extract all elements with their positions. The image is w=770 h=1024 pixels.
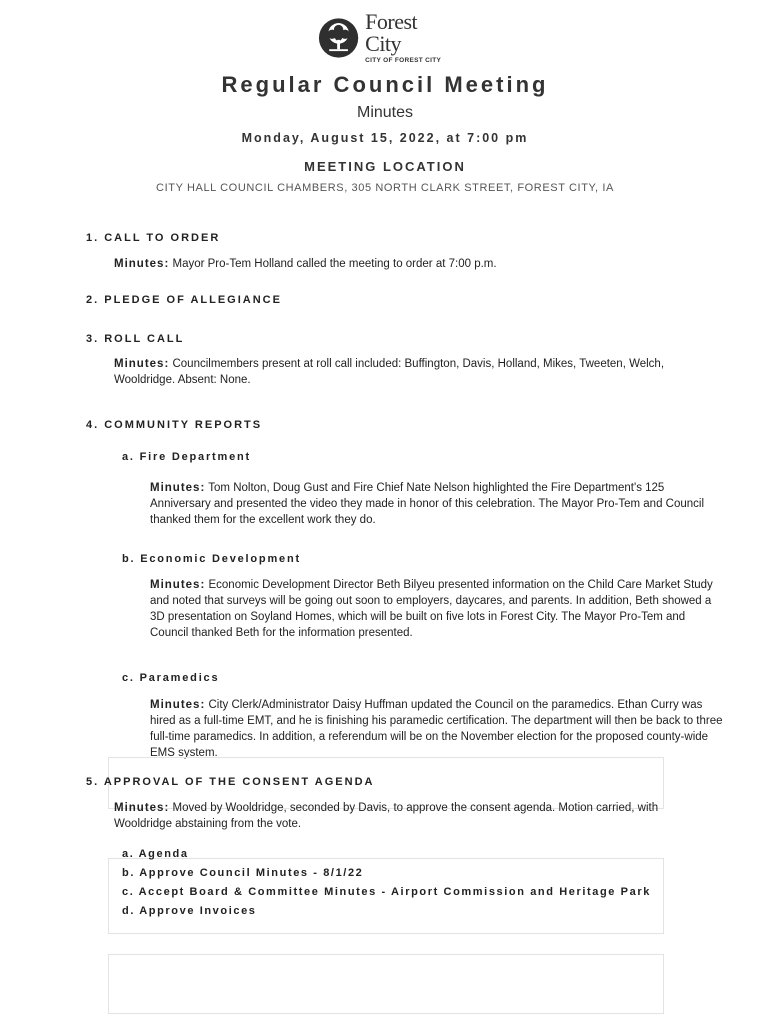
consent-agenda-list [122, 845, 662, 921]
city-logo [318, 9, 452, 65]
subsection-paramedics: c. Paramedics [122, 672, 220, 684]
minutes-label: Minutes: [114, 358, 170, 370]
list-item: a. Agenda [122, 848, 189, 860]
tree-icon [318, 16, 359, 60]
minutes-text: City Clerk/Administrator Daisy Huffman updated the Council on the paramedics. Ethan Curry was hired as a full-time EMT, and he is finishing his paramedic certification. The department will then be back to three full-time paramedics. In addition, a referendum will be on the November election for the proposed county-wide EMS system. [150, 699, 723, 759]
minutes-label: Minutes: [150, 699, 206, 711]
logo-subtitle: CITY OF FOREST CITY [365, 57, 442, 65]
section-heading-consent-agenda: 5. APPROVAL OF THE CONSENT AGENDA [86, 776, 375, 788]
section-heading-roll-call: 3. ROLL CALL [86, 333, 185, 345]
minutes-label: Minutes: [114, 802, 170, 814]
minutes-roll-call [114, 356, 714, 388]
minutes-text: Councilmembers present at roll call included: Buffington, Davis, Holland, Mikes, Tweeten, Welch, Wooldridge. Absent: None. [114, 358, 665, 386]
minutes-text: Moved by Wooldridge, seconded by Davis, to approve the consent agenda. Motion carried, with Wooldridge abstaining from the vote. [114, 802, 659, 830]
minutes-label: Minutes: [150, 482, 206, 494]
list-item: d. Approve Invoices [122, 905, 257, 917]
section-heading-pledge: 2. PLEDGE OF ALLEGIANCE [86, 294, 282, 306]
section-heading-community-reports: 4. COMMUNITY REPORTS [86, 419, 263, 431]
minutes-paramedics [150, 697, 725, 761]
minutes-call-to-order [114, 256, 734, 272]
page-subtitle: Minutes [356, 104, 414, 121]
subsection-economic-development: b. Economic Development [122, 553, 301, 565]
location-heading: MEETING LOCATION [304, 159, 466, 174]
minutes-consent-agenda [114, 800, 714, 832]
minutes-text: Mayor Pro-Tem Holland called the meeting to order at 7:00 p.m. [172, 258, 497, 270]
minutes-text: Economic Development Director Beth Bilyeu presented information on the Child Care Market Study and noted that surveys will be going out soon to employers, daycares, and parents. In addition, Beth showed a 3D presentation on Soyland Homes, which will be built on five lots in Forest City. The Mayor Pro-Tem and Council thanked Beth for the information presented. [150, 579, 713, 639]
subsection-fire-department: a. Fire Department [122, 451, 251, 463]
faint-frame [108, 954, 664, 1014]
logo-name: Forest City [365, 9, 418, 57]
minutes-text: Tom Nolton, Doug Gust and Fire Chief Nate Nelson highlighted the Fire Department's 125 Anniversary and presented the video they made in honor of this celebration. The Mayor Pro-Tem and Council thanked them for the excellent work they do. [150, 482, 705, 526]
page-title: Regular Council Meeting [221, 72, 549, 97]
location-text: CITY HALL COUNCIL CHAMBERS, 305 NORTH CLARK STREET, FOREST CITY, IA [156, 182, 614, 194]
minutes-economic-development [150, 577, 725, 641]
minutes-fire-department [150, 480, 725, 528]
section-heading-call-to-order: 1. CALL TO ORDER [86, 232, 221, 244]
minutes-label: Minutes: [114, 258, 170, 270]
list-item: c. Accept Board & Committee Minutes - Airport Commission and Heritage Park [122, 886, 651, 898]
minutes-label: Minutes: [150, 579, 206, 591]
list-item: b. Approve Council Minutes - 8/1/22 [122, 867, 364, 879]
meeting-date: Monday, August 15, 2022, at 7:00 pm [241, 131, 529, 145]
